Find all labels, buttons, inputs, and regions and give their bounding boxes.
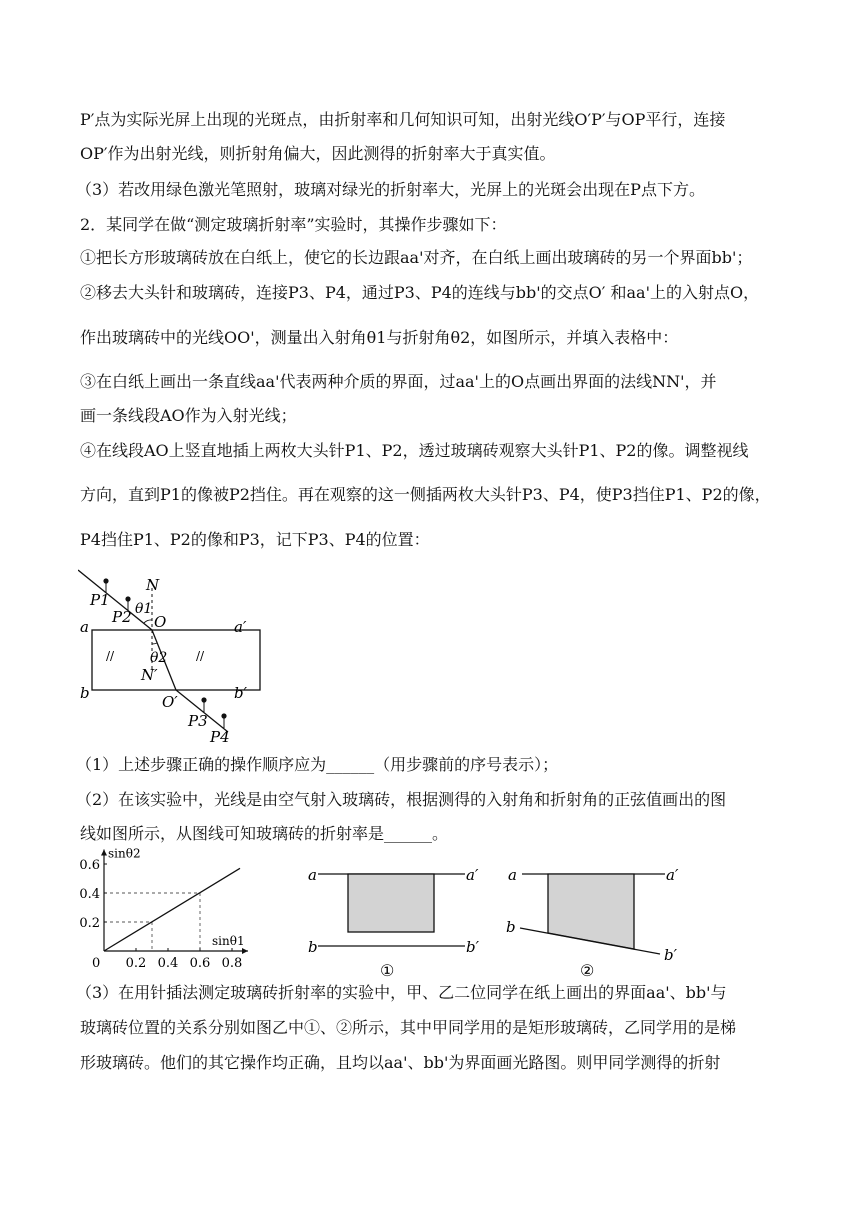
hatch-left: // bbox=[106, 649, 115, 663]
text-line-1: P′点为实际光屏上出现的光斑点，由折射率和几何知识可知，出射光线O′P′与OP平行，连接 bbox=[80, 110, 726, 129]
fig4-caption: ② bbox=[580, 961, 595, 980]
fig4-label-b: b bbox=[506, 918, 516, 936]
hatch-right: // bbox=[196, 649, 205, 663]
chart-y-tick-label: 0.6 bbox=[79, 858, 100, 873]
label-p2: P2 bbox=[112, 608, 132, 626]
chart-x-tick-label: 0.4 bbox=[157, 956, 179, 970]
sub-question-1: （1）上述步骤正确的操作顺序应为______（用步骤前的序号表示）； bbox=[76, 755, 559, 774]
label-o: O bbox=[154, 613, 167, 631]
chart-x-tick-label: 0.6 bbox=[189, 956, 211, 970]
rectangular-glass-brick bbox=[348, 874, 434, 932]
chart-x-tick-label: 0.2 bbox=[125, 956, 147, 970]
figure-rectangular-glass bbox=[300, 856, 490, 980]
fig4-label-a: a bbox=[508, 866, 517, 884]
label-p3: P3 bbox=[188, 712, 208, 730]
chart-origin-label: 0 bbox=[92, 956, 101, 970]
step-3-continued: 画一条线段AO作为入射光线； bbox=[80, 406, 297, 425]
step-2: ②移去大头针和玻璃砖，连接P3、P4，通过P3、P4的连线与bb'的交点O′ 和aa'上的入射点O， bbox=[80, 283, 760, 302]
sub-question-2: （2）在该实验中，光线是由空气射入玻璃砖，根据测得的入射角和折射角的正弦值画出的图 bbox=[76, 790, 727, 809]
chart-y-tick-label: 0.2 bbox=[79, 916, 100, 931]
label-b: b bbox=[80, 684, 90, 702]
sine-chart bbox=[74, 846, 274, 970]
text-line-3: （3）若改用绿色激光笔照射，玻璃对绿光的折射率大，光屏上的光斑会出现在P点下方。 bbox=[76, 180, 705, 199]
chart-y-label: sinθ2 bbox=[108, 846, 141, 861]
fig4-label-a-prime: a′ bbox=[666, 866, 679, 884]
step-3: ③在白纸上画出一条直线aa'代表两种介质的界面，过aa'上的O点画出界面的法线NN'，并 bbox=[80, 372, 717, 391]
pin-p3 bbox=[201, 697, 206, 712]
label-a: a bbox=[80, 618, 89, 636]
fig3-caption: ① bbox=[380, 961, 395, 980]
fig3-label-a-prime: a′ bbox=[466, 866, 479, 884]
label-p4: P4 bbox=[210, 728, 230, 746]
fig3-label-b-prime: b′ bbox=[466, 938, 480, 956]
theta1-arc bbox=[144, 620, 152, 623]
label-o-prime: O′ bbox=[162, 693, 178, 711]
glass-slab bbox=[92, 630, 260, 690]
label-theta2: θ2 bbox=[150, 650, 168, 666]
fig3-label-a: a bbox=[308, 866, 317, 884]
sub-question-3: （3）在用针插法测定玻璃砖折射率的实验中，甲、乙二位同学在纸上画出的界面aa'、bb'与 bbox=[76, 983, 727, 1002]
fig4-label-b-prime: b′ bbox=[664, 946, 678, 964]
label-a-prime: a′ bbox=[234, 618, 247, 636]
chart-x-arrow bbox=[242, 948, 248, 954]
pin-p4 bbox=[221, 713, 226, 728]
sub-question-3-line-3: 形玻璃砖。他们的其它操作均正确，且均以aa'、bb'为界面画光路图。则甲同学测得的折射 bbox=[80, 1053, 721, 1072]
label-theta1: θ1 bbox=[135, 601, 153, 617]
step-4-continued: 方向，直到P1的像被P2挡住。再在观察的这一侧插两枚大头针P3、P4，使P3挡住P1、P2的像， bbox=[80, 485, 771, 504]
theta2-arc bbox=[152, 643, 157, 644]
chart-x-label: sinθ1 bbox=[212, 934, 245, 948]
step-4-end: P4挡住P1、P2的像和P3，记下P3、P4的位置： bbox=[80, 530, 430, 549]
sub-question-3-line-2: 玻璃砖位置的关系分别如图乙中①、②所示，其中甲同学用的是矩形玻璃砖，乙同学用的是梯 bbox=[80, 1018, 737, 1037]
question-2-title: 2．某同学在做“测定玻璃折射率”实验时，其操作步骤如下： bbox=[80, 215, 507, 234]
label-n: N bbox=[146, 576, 160, 594]
label-n-prime: N′ bbox=[141, 666, 158, 684]
figure-trapezoid-glass bbox=[500, 856, 700, 980]
label-b-prime: b′ bbox=[234, 684, 248, 702]
text-line-2: OP′作为出射光线，则折射角偏大，因此测得的折射率大于真实值。 bbox=[80, 144, 556, 163]
sub-question-2-continued: 线如图所示，从图线可知玻璃砖的折射率是______。 bbox=[80, 824, 449, 843]
chart-y-tick-label: 0.4 bbox=[79, 887, 100, 902]
label-p1: P1 bbox=[90, 591, 110, 609]
fig3-label-b: b bbox=[308, 938, 318, 956]
step-2-continued: 作出玻璃砖中的光线OO'，测量出入射角θ1与折射角θ2，如图所示，并填入表格中： bbox=[80, 328, 679, 347]
trapezoid-glass-brick bbox=[548, 874, 634, 949]
step-4: ④在线段AO上竖直地插上两枚大头针P1、P2，透过玻璃砖观察大头针P1、P2的像。调整视线 bbox=[80, 441, 749, 460]
step-1: ①把长方形玻璃砖放在白纸上，使它的长边跟aa'对齐，在白纸上画出玻璃砖的另一个界面bb'； bbox=[80, 248, 753, 267]
chart-x-tick-label: 0.8 bbox=[221, 956, 243, 970]
refraction-figure bbox=[78, 560, 288, 750]
chart-y-arrow bbox=[101, 850, 107, 856]
